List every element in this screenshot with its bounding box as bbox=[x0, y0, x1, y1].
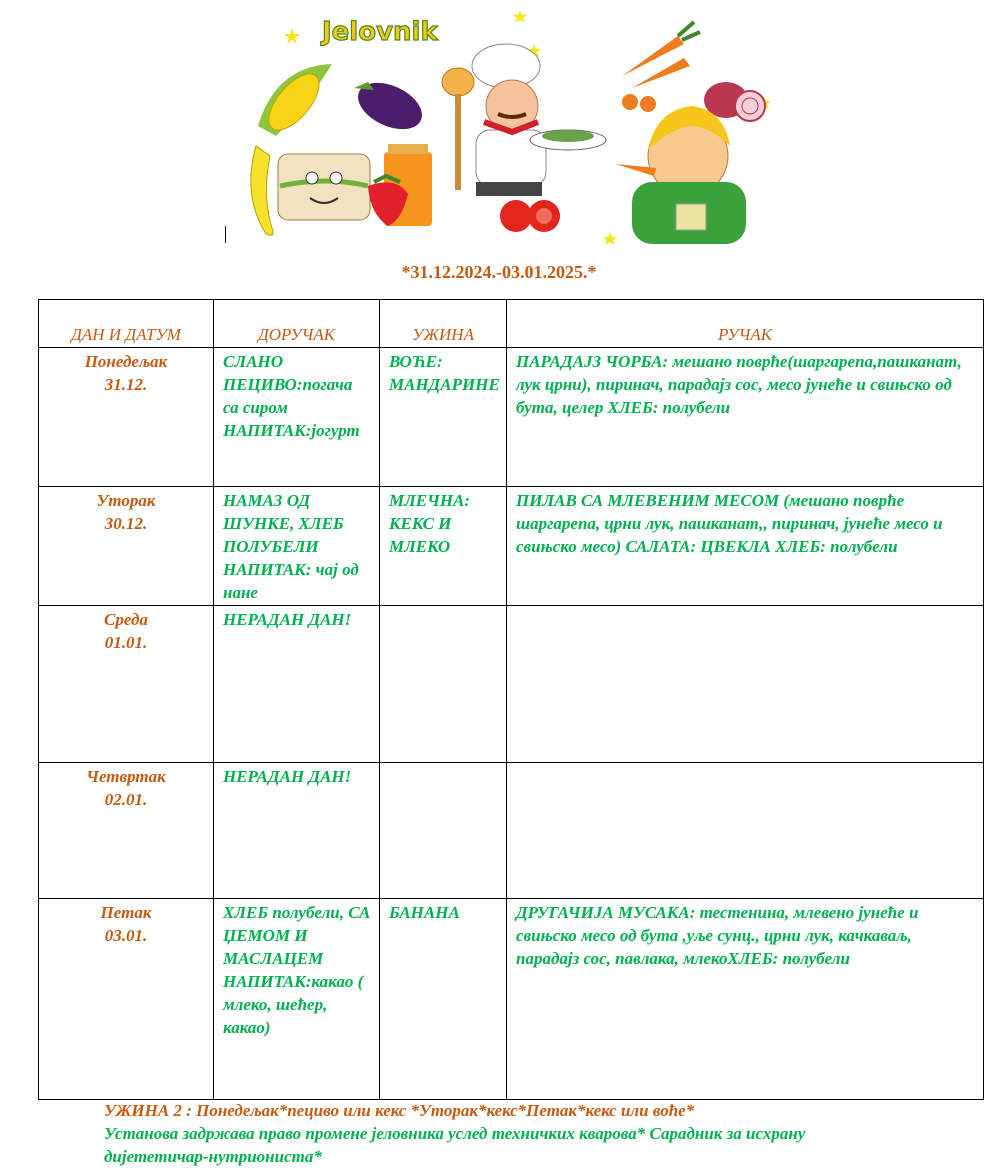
day-date: 02.01. bbox=[104, 790, 148, 809]
text-cursor bbox=[225, 226, 226, 243]
day-date: 30.12. bbox=[104, 514, 148, 533]
table-row bbox=[39, 899, 984, 1100]
corn-icon bbox=[258, 64, 332, 138]
lunch-cell bbox=[507, 763, 984, 899]
breakfast-cell: НЕРАДАН ДАН! bbox=[214, 606, 380, 763]
day-date: 03.01. bbox=[104, 926, 148, 945]
day-cell bbox=[39, 763, 214, 899]
column-header-breakfast: ДОРУЧАК bbox=[214, 300, 380, 348]
sandwich-icon bbox=[278, 154, 370, 220]
boy-icon bbox=[616, 106, 746, 244]
day-cell bbox=[39, 899, 214, 1100]
chef-icon bbox=[442, 44, 606, 196]
lunch-cell: ПИЛАВ СА МЛЕВЕНИМ МЕСОМ (мешано поврће шаргарепа, црни лук, пашканат,, пиринач, јунеће месо и свињско месо) САЛАТА: ЦВЕКЛА ХЛЕБ: полубели bbox=[507, 487, 984, 606]
menu-title: Jelovnik bbox=[322, 17, 438, 47]
banana-icon bbox=[251, 146, 273, 235]
menu-table bbox=[38, 299, 984, 1100]
table-row bbox=[39, 606, 984, 763]
table-row bbox=[39, 348, 984, 487]
snack-cell: МЛЕЧНА: КЕКС И МЛЕКО bbox=[380, 487, 507, 606]
day-cell bbox=[39, 606, 214, 763]
day-name: Уторак bbox=[96, 491, 156, 510]
footer-disclaimer: Установа задржава право промене јеловника услед техничких кварова* Сарадник за исхрану дијететичар-нутриониста* bbox=[104, 1124, 806, 1166]
eggplant-icon bbox=[351, 74, 430, 139]
day-date: 01.01. bbox=[104, 633, 148, 652]
column-header-day: ДАН И ДАТУМ bbox=[39, 300, 214, 348]
table-row bbox=[39, 487, 984, 606]
menu-period: *31.12.2024.-03.01.2025.* bbox=[401, 262, 597, 282]
menu-header-illustration bbox=[236, 6, 776, 246]
breakfast-cell: ХЛЕБ полубели, СА ЏЕМОМ И МАСЛАЦЕМ НАПИТАК:какао ( млеко, шећер, какао) bbox=[214, 899, 380, 1100]
footer-snack2-note: УЖИНА 2 : Понедељак*пециво или кекс *Уторак*кекс*Петак*кекс или воће* bbox=[104, 1101, 695, 1120]
day-name: Среда bbox=[104, 610, 148, 629]
snack-cell bbox=[380, 763, 507, 899]
day-date: 31.12. bbox=[104, 375, 148, 394]
table-row bbox=[39, 763, 984, 899]
day-name: Петак bbox=[100, 903, 152, 922]
day-cell bbox=[39, 348, 214, 487]
table-header-row bbox=[39, 300, 984, 348]
lunch-cell: ДРУГАЧИЈА МУСАКА: тестенина, млевено јунеће и свињско месо од бута ,уље сунц., црни лук, качкаваљ, парадајз сос, павлака, млекоХЛЕБ: полубели bbox=[507, 899, 984, 1100]
snack-cell: БАНАНА bbox=[380, 899, 507, 1100]
menu-footer bbox=[104, 1099, 904, 1168]
tomato-icon bbox=[500, 200, 560, 232]
carrot-icon bbox=[622, 22, 700, 112]
day-cell bbox=[39, 487, 214, 606]
breakfast-cell: НАМАЗ ОД ШУНКЕ, ХЛЕБ ПОЛУБЕЛИ НАПИТАК: чај од нане bbox=[214, 487, 380, 606]
lunch-cell: ПАРАДАЈЗ ЧОРБА: мешано поврће(шаргарепа,пашканат, лук црни), пиринач, парадајз сос, месо јунеће и свињско од бута, целер ХЛЕБ: полубели bbox=[507, 348, 984, 487]
day-name: Четвртак bbox=[86, 767, 166, 786]
snack-cell bbox=[380, 606, 507, 763]
breakfast-cell: СЛАНО ПЕЦИВО:погача са сиром НАПИТАК:јогурт bbox=[214, 348, 380, 487]
column-header-lunch: РУЧАК bbox=[507, 300, 984, 348]
lunch-cell bbox=[507, 606, 984, 763]
day-name: Понедељак bbox=[84, 352, 168, 371]
column-header-snack: УЖИНА bbox=[380, 300, 507, 348]
breakfast-cell: НЕРАДАН ДАН! bbox=[214, 763, 380, 899]
snack-cell: ВОЋЕ: МАНДАРИНЕ bbox=[380, 348, 507, 487]
